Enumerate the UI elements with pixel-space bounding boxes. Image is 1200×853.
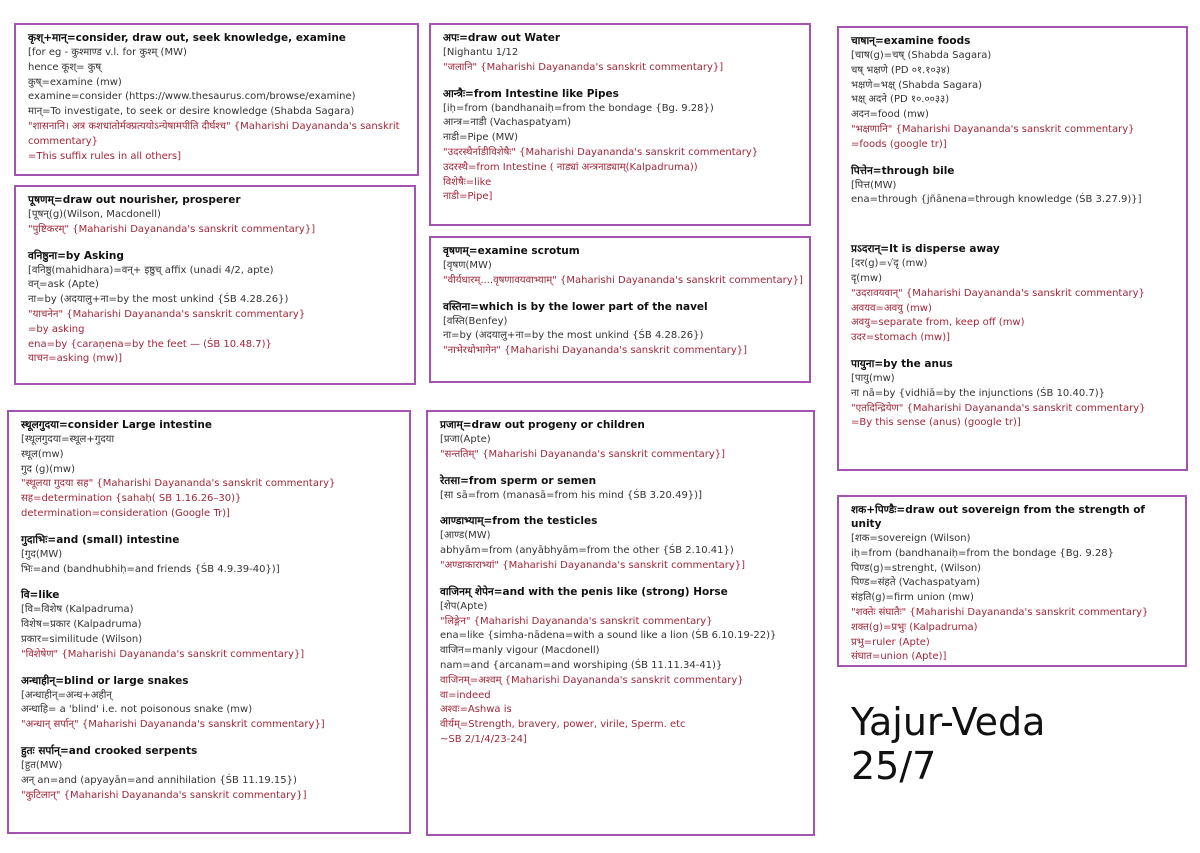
entry-section — [440, 514, 803, 573]
entry-heading: आन्त्रैः=from Intestine like Pipes — [443, 87, 619, 100]
commentary-line: शक्त(g)=प्रभुः (Kalpadruma) — [851, 621, 978, 633]
reference-line: अदन=food (mw) — [851, 109, 929, 121]
entry-section — [443, 31, 799, 76]
commentary-line: "शक्तेः संघातैः" {Maharishi Dayananda's sanskrit commentary} — [851, 606, 1149, 618]
entry-heading: कृश्+मान्=consider, draw out, seek knowledge, examine — [28, 32, 346, 44]
reference-line: hence कूश्= कुष् — [28, 61, 102, 73]
reference-line: पिण्ड=संहते (Vachaspatyam) — [851, 577, 981, 589]
entry-heading: वस्तिना=which is by the lower part of the navel — [443, 300, 708, 313]
entry-section — [28, 193, 404, 238]
entry-heading: अपः=draw out Water — [443, 32, 561, 44]
entry-heading: हुतः सर्पान्=and crooked serpents — [21, 744, 198, 757]
commentary-line: वीर्यम्=Strength, bravery, power, virile, Sperm. etc — [440, 719, 686, 731]
reference-line: examine=consider (https://www.thesaurus.com/browse/examine) — [28, 91, 356, 103]
entry-heading: वृषणम्=examine scrotum — [443, 245, 580, 257]
entry-heading: गुदाभिः=and (small) intestine — [21, 533, 180, 546]
entry-section — [21, 744, 399, 803]
reference-line: वाजिन=manly vigour (Macdonell) — [440, 645, 600, 657]
reference-line: [अन्धाहीन्=अन्ध+अहीन् — [21, 689, 112, 701]
reference-line: [चाष(g)=चष् (Shabda Sagara) — [851, 50, 992, 61]
commentary-line: उदरस्थै=from Intestine ( नाड्यां अन्त्रनाड्याम्(Kalpadruma)) — [443, 161, 698, 173]
reference-line: [हुत(MW) — [21, 759, 63, 771]
card-krishman — [14, 23, 419, 176]
commentary-line: प्रभु=ruler (Apte) — [851, 636, 930, 648]
entry-section — [443, 300, 799, 359]
reference-line: ना nā=by {vidhiā=by the injunctions (ŚB 10.40.7)} — [851, 387, 1106, 399]
reference-line: [दर(g)=√दृ (mw) — [851, 258, 928, 270]
commentary-line: =foods (google tr)] — [851, 138, 947, 150]
entry-heading: चाषान्=examine foods — [851, 35, 971, 47]
reference-line: [प्रजा(Apte) — [440, 434, 491, 445]
reference-line: [पित्त(MW) — [851, 179, 897, 191]
entry-section — [440, 585, 803, 748]
reference-line: [Nighantu 1/12 — [443, 47, 519, 58]
commentary-line: अवयव=अवयु (mw) — [851, 302, 932, 314]
title-line-2: 25/7 — [851, 744, 937, 788]
commentary-line: "एतदिन्द्रियेण" {Maharishi Dayananda's sanskrit commentary} — [851, 402, 1146, 414]
reference-line: आन्त्र=नाडी (Vachaspatyam) — [443, 117, 571, 129]
reference-line: [शक=sovereign (Wilson) — [851, 533, 971, 544]
commentary-line: याचन=asking (mw)] — [28, 353, 123, 365]
reference-line: पिण्ड(g)=strenght, (Wilson) — [851, 562, 982, 574]
entry-heading: स्थूलगुदया=consider Large intestine — [21, 419, 212, 431]
entry-heading: पायुना=by the anus — [851, 357, 953, 370]
entry-section — [851, 242, 1176, 346]
entry-section — [851, 357, 1176, 431]
reference-line: संहति(g)=firm union (mw) — [851, 592, 974, 604]
entry-heading: अन्धाहीन्=blind or large snakes — [21, 674, 189, 687]
commentary-line: "विशेषेण" {Maharishi Dayananda's sanskrit commentary}] — [21, 648, 305, 660]
entry-heading: पूषणम्=draw out nourisher, prosperer — [28, 194, 241, 206]
entry-section — [851, 164, 1176, 209]
page-title — [851, 700, 1045, 788]
entry-section — [21, 533, 399, 578]
card-vrishanam — [429, 236, 811, 383]
reference-line: [स्थूलगुदया=स्थूल+गुदया — [21, 434, 115, 445]
card-sthulagudaya — [7, 410, 411, 834]
reference-line: अन् an=and (apyayān=and annihilation {ŚB 11.19.15}) — [21, 774, 297, 786]
commentary-line: "स्थूलया गुदया सह" {Maharishi Dayananda's sanskrit commentary} — [21, 478, 336, 490]
entry-heading: वाजिनम् शेपेन=and with the penis like (strong) Horse — [440, 585, 728, 598]
reference-line: वन्=ask (Apte) — [28, 279, 99, 291]
entry-heading: वि=like — [21, 589, 60, 602]
commentary-line: "अण्डाकाराभ्यां" {Maharishi Dayananda's sanskrit commentary}] — [440, 559, 746, 571]
commentary-line: नाडी=Pipe] — [443, 191, 493, 203]
commentary-line: ena=by {caraṇena=by the feet — (ŚB 10.48.7)} — [28, 338, 272, 350]
reference-line: [वस्ति(Benfey) — [443, 315, 508, 327]
reference-line: iḥ=from (bandhanaiḥ=from the bondage {Bg. 9.28} — [851, 547, 1114, 559]
reference-line: [शेप(Apte) — [440, 600, 488, 612]
commentary-line: "पुष्टिकरम्" {Maharishi Dayananda's sanskrit commentary}] — [28, 223, 316, 235]
commentary-line: "कुटिलान्" {Maharishi Dayananda's sanskrit commentary}] — [21, 789, 307, 801]
commentary-line: "जलानि" {Maharishi Dayananda's sanskrit commentary}] — [443, 61, 724, 73]
reference-line: [iḥ=from (bandhanaiḥ=from the bondage {Bg. 9.28}) — [443, 102, 714, 114]
commentary-line: अश्वः=Ashwa is — [440, 704, 512, 716]
commentary-line: "सन्ततिम्" {Maharishi Dayananda's sanskrit commentary}] — [440, 448, 726, 460]
card-prajam — [426, 410, 815, 836]
entry-section — [21, 674, 399, 733]
reference-line: ना=by (अदयालु+ना=by the most unkind {ŚB 4.28.26}) — [443, 330, 704, 342]
reference-line: कुष्=examine (mw) — [28, 76, 122, 88]
reference-line: [सा sā=from (manasā=from his mind {ŚB 3.20.49})] — [440, 489, 702, 501]
commentary-line: determination=consideration (Google Tr)] — [21, 507, 230, 519]
commentary-line: उदर=stomach (mw)] — [851, 332, 951, 344]
commentary-line: विशेषैः=like — [443, 176, 492, 188]
reference-line: अन्धाहि= a 'blind' i.e. not poisonous snake (mw) — [21, 704, 253, 716]
commentary-line: "भक्षणानि" {Maharishi Dayananda's sanskrit commentary} — [851, 123, 1135, 135]
reference-line: [पूषन्(g)(Wilson, Macdonell) — [28, 209, 161, 220]
reference-line: [वनिष्ठु(mahidhara)=वन्+ इष्ठुच् affix (unadi 4/2, apte) — [28, 264, 274, 276]
entry-heading: शक+पिण्डैः=draw out sovereign from the strength of unity — [851, 504, 1146, 530]
entry-heading: वनिष्ठुना=by Asking — [28, 249, 124, 262]
reference-line: ना=by (अदयालु+ना=by the most unkind {ŚB 4.28.26}) — [28, 294, 289, 306]
reference-line: [पायु(mw) — [851, 372, 895, 384]
card-pushanam — [14, 185, 416, 385]
reference-line: भक्ष् अदने (PD १०.००३३) — [851, 94, 950, 106]
commentary-line: "लिङ्गेन" {Maharishi Dayananda's sanskrit commentary} — [440, 615, 713, 627]
commentary-line: "वीर्यधारम्....वृषणावयवाभ्याम्" {Maharishi Dayananda's sanskrit commentary}] — [443, 274, 803, 286]
title-line-1: Yajur-Veda — [851, 700, 1046, 744]
commentary-line: "उदरावयवान्" {Maharishi Dayananda's sanskrit commentary} — [851, 287, 1145, 299]
entry-section — [851, 34, 1176, 153]
commentary-line: वाजिनम्=अश्वम् {Maharishi Dayananda's sanskrit commentary} — [440, 674, 744, 686]
reference-line: भिः=and (bandhubhiḥ=and friends {ŚB 4.9.39-40})] — [21, 563, 280, 575]
reference-line: [गुद(MW) — [21, 548, 63, 560]
reference-line: [for eg - कुश्माण्ड v.l. for कुश्म् (MW) — [28, 47, 187, 58]
reference-line: गुद (g)(mw) — [21, 463, 75, 475]
reference-line: ena=through {jñānena=through knowledge (ŚB 3.27.9)}] — [851, 194, 1142, 206]
entry-heading: प्रऽदरान्=It is disperse away — [851, 243, 1000, 256]
commentary-line: सह=determination {sahaḥ( SB 1.16.26–30)} — [21, 493, 242, 505]
entry-section — [851, 503, 1175, 665]
commentary-line: "उदरस्थैर्नाडीविशेषैः" {Maharishi Dayananda's sanskrit commentary} — [443, 146, 759, 158]
entry-heading: आण्डाभ्याम्=from the testicles — [440, 515, 598, 528]
reference-line: दृ(mw) — [851, 272, 883, 284]
entry-section — [28, 249, 404, 368]
commentary-line: अवयु=separate from, keep off (mw) — [851, 317, 1025, 329]
card-apah — [429, 23, 811, 226]
reference-line: मान्=To investigate, to seek or desire knowledge (Shabda Sagara) — [28, 106, 355, 118]
reference-line: nam=and {arcanam=and worshiping (ŚB 11.11.34-41)} — [440, 659, 723, 671]
card-shaka-pindaih — [837, 495, 1187, 667]
commentary-line: ~SB 2/1/4/23-24] — [440, 733, 527, 745]
reference-line: भक्षणे=भक्ष् (Shabda Sagara) — [851, 79, 982, 91]
commentary-line: "शासनानि। अत्र कशधातोर्मक्प्रत्ययोऽन्येषामपीति दीर्घश्च" {Maharishi Dayananda's sanskrit commentary} — [28, 120, 400, 147]
entry-section — [21, 418, 399, 522]
commentary-line: "नाभेरधोभागेन" {Maharishi Dayananda's sanskrit commentary}] — [443, 345, 748, 357]
entry-heading: पित्तेन=through bile — [851, 164, 955, 177]
commentary-line: =By this sense (anus) (google tr)] — [851, 417, 1021, 429]
reference-line: नाडी=Pipe (MW) — [443, 132, 519, 144]
reference-line: abhyām=from (anyābhyām=from the other {ŚB 2.10.41}) — [440, 545, 734, 557]
entry-section — [440, 418, 803, 463]
reference-line: ena=like {simha-nādena=with a sound like a lion (ŚB 6.10.19-22)} — [440, 630, 777, 642]
entry-section — [28, 31, 407, 164]
reference-line: [वि=विशेष (Kalpadruma) — [21, 604, 134, 616]
reference-line: चष् भक्षणे (PD ०१.१०३४) — [851, 64, 951, 76]
commentary-line: =by asking — [28, 323, 85, 335]
card-chashan — [837, 26, 1188, 471]
entry-heading: प्रजाम्=draw out progeny or children — [440, 419, 645, 431]
commentary-line: वा=indeed — [440, 689, 491, 701]
reference-line: [वृषण(MW) — [443, 260, 492, 271]
commentary-line: =This suffix rules in all others] — [28, 150, 181, 162]
reference-line: [आण्ड(MW) — [440, 530, 491, 542]
reference-line: प्रकार=similitude (Wilson) — [21, 633, 143, 645]
commentary-line: "याचनेन" {Maharishi Dayananda's sanskrit commentary} — [28, 308, 306, 320]
entry-heading: रेतसा=from sperm or semen — [440, 474, 597, 487]
commentary-line: "अन्धान् सर्पान्" {Maharishi Dayananda's sanskrit commentary}] — [21, 719, 325, 731]
entry-section — [443, 87, 799, 206]
entry-section — [21, 588, 399, 662]
reference-line: स्थूल(mw) — [21, 448, 64, 460]
commentary-line: संघात=union (Apte)] — [851, 651, 947, 663]
entry-section — [443, 244, 803, 289]
entry-section — [440, 474, 803, 504]
reference-line: विशेष=प्रकार (Kalpadruma) — [21, 619, 142, 631]
